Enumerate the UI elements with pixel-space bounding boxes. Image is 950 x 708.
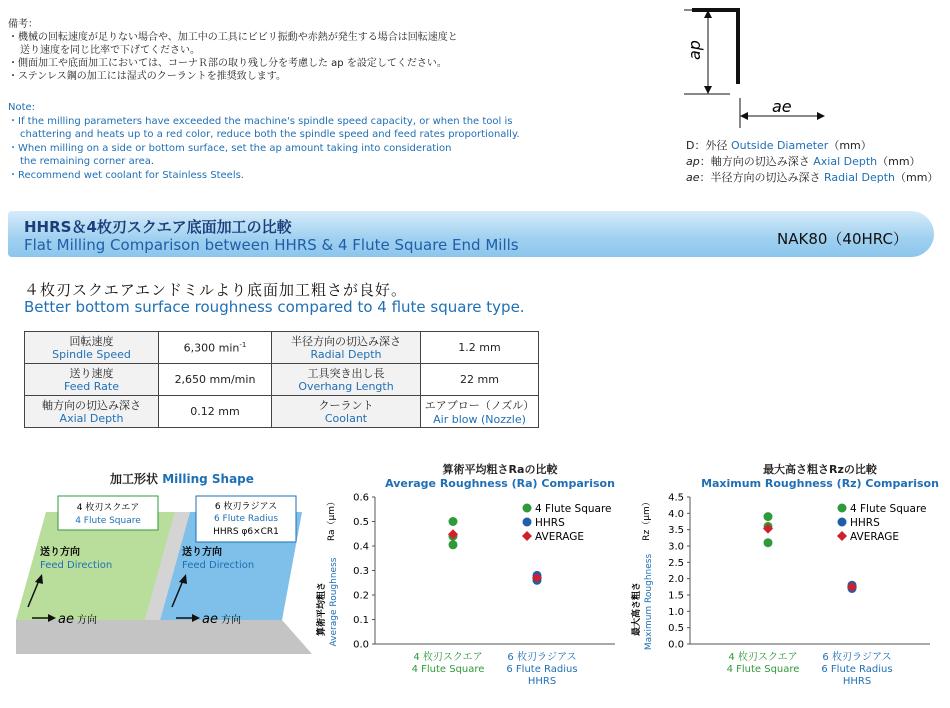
data-point bbox=[449, 540, 458, 549]
notes-jp-heading: 備考： bbox=[8, 19, 38, 30]
notes-en-line: chattering and heats up to a red color, reduce both the spindle speed and feed rates proportionally. bbox=[20, 129, 520, 140]
x-category-extra: HHRS bbox=[842, 676, 872, 687]
notes-en-line: the remaining corner area. bbox=[20, 156, 155, 167]
notes-en-line: ・If the milling parameters have exceeded the machine's spindle speed capacity, or when the tool is bbox=[8, 115, 513, 127]
condition-label: 工具突き出し長 Overhang Length bbox=[272, 364, 421, 396]
y-tick-label: 0.6 bbox=[353, 492, 369, 504]
square-label-jp: 4 枚刃スクエア bbox=[76, 503, 140, 513]
milling-shape-diagram bbox=[10, 492, 322, 667]
definition-row: ap：軸方向の切込み深さ Axial Depth（mm） bbox=[686, 155, 921, 168]
condition-label: 回転速度 Spindle Speed bbox=[25, 332, 159, 364]
ae-arrow-head-left bbox=[740, 112, 748, 120]
legend-marker bbox=[523, 504, 532, 513]
rz-chart-title: 最大高さ粗さRzの比較 Maximum Roughness (Rz) Comparison bbox=[701, 463, 939, 490]
ap-arrow-head-down bbox=[704, 86, 712, 94]
table-row bbox=[25, 332, 539, 364]
depth-diagram bbox=[680, 4, 840, 134]
legend-marker bbox=[838, 504, 847, 513]
ra-chart bbox=[315, 490, 625, 690]
x-category-extra: HHRS bbox=[527, 676, 557, 687]
definition-row: ae：半径方向の切込み深さ Radial Depth（mm） bbox=[686, 171, 939, 184]
condition-value: 0.12 mm bbox=[159, 396, 272, 428]
y-axis-label-jp: 最大高さ粗さ bbox=[632, 581, 642, 637]
y-tick-label: 1.0 bbox=[668, 606, 684, 618]
condition-value: 2,650 mm/min bbox=[159, 364, 272, 396]
x-category-en: 6 Flute Radius bbox=[821, 664, 893, 675]
rz-chart bbox=[630, 490, 940, 690]
notes-jp-line: ・機械の回転速度が足りない場合や、加工中の工具にビビリ振動や赤熱が発生する場合は回転速度と bbox=[8, 32, 458, 43]
condition-label: クーラント Coolant bbox=[272, 396, 421, 428]
y-tick-label: 0.4 bbox=[353, 541, 369, 553]
radius-label-jp: 6 枚刃ラジアス bbox=[214, 502, 278, 512]
feed-direction-jp: 送り方向 bbox=[40, 547, 80, 558]
x-category-jp: 6 枚刃ラジアス bbox=[507, 652, 577, 663]
y-tick-label: 2.5 bbox=[668, 557, 684, 569]
feed-direction-jp: 送り方向 bbox=[182, 547, 222, 558]
y-tick-label: 0.0 bbox=[668, 639, 684, 651]
condition-value: 6,300 $\min^{-1}$ bbox=[159, 332, 272, 364]
table-row bbox=[25, 396, 539, 428]
condition-label: 送り速度 Feed Rate bbox=[25, 364, 159, 396]
condition-label: 軸方向の切込み深さ Axial Depth bbox=[25, 396, 159, 428]
symbol-definitions bbox=[686, 138, 938, 186]
y-tick-label: 3.5 bbox=[668, 525, 684, 537]
y-tick-label: 4.0 bbox=[668, 508, 684, 520]
x-category-en: 4 Flute Square bbox=[726, 664, 800, 675]
subtitle-jp: ４枚刃スクエアエンドミルより底面加工粗さが良好。 bbox=[24, 281, 407, 299]
legend-marker bbox=[837, 531, 847, 541]
legend-marker bbox=[838, 518, 847, 527]
x-category-jp: 4 枚刃スクエア bbox=[728, 652, 798, 663]
legend-label: HHRS bbox=[850, 517, 880, 529]
condition-value: 1.2 mm bbox=[421, 332, 539, 364]
notes-jp-line: 送り速度を同じ比率で下げてください。 bbox=[20, 45, 200, 56]
y-tick-label: 0.2 bbox=[353, 590, 369, 602]
ae-dir-symbol: ae bbox=[58, 612, 74, 627]
y-tick-label: 2.0 bbox=[668, 574, 684, 586]
ae-dir-label: 方向 bbox=[77, 615, 97, 626]
radius-label-spec: HHRS φ6×CR1 bbox=[213, 527, 279, 537]
x-category-jp: 4 枚刃スクエア bbox=[413, 652, 483, 663]
x-category-en: 6 Flute Radius bbox=[506, 664, 578, 675]
y-axis-unit: Rz（μm） bbox=[642, 497, 652, 541]
condition-value: 22 mm bbox=[421, 364, 539, 396]
ae-arrow-head-right bbox=[817, 112, 825, 120]
ae-dir-symbol: ae bbox=[202, 612, 218, 627]
y-axis-label-en: Maximum Roughness bbox=[644, 553, 654, 651]
y-tick-label: 4.5 bbox=[668, 492, 684, 504]
y-tick-label: 0.1 bbox=[353, 615, 369, 626]
feed-direction-en: Feed Direction bbox=[182, 560, 255, 571]
x-category-jp: 6 枚刃ラジアス bbox=[822, 652, 892, 663]
banner-title-jp: HHRS＆4枚刃スクエア底面加工の比較 bbox=[24, 218, 292, 236]
x-category-en: 4 Flute Square bbox=[411, 664, 485, 675]
legend-label: 4 Flute Square bbox=[850, 503, 927, 515]
subtitle-en: Better bottom surface roughness compared to 4 flute square type. bbox=[24, 298, 525, 316]
notes-jp bbox=[8, 18, 458, 83]
notes-en-line: ・When milling on a side or bottom surface, set the ap amount taking into consideration bbox=[8, 142, 452, 154]
y-tick-label: 0.5 bbox=[353, 517, 369, 528]
data-point bbox=[449, 517, 458, 526]
y-tick-label: 0.3 bbox=[353, 566, 369, 577]
y-axis-label-jp: 算術平均粗さ bbox=[317, 581, 327, 637]
notes-en-line: ・Recommend wet coolant for Stainless Steels. bbox=[8, 169, 244, 181]
notes-jp-line: ・ステンレス鋼の加工には湿式のクーラントを推奨致します。 bbox=[8, 71, 286, 82]
condition-value: エアブロー（ノズル） Air blow (Nozzle) bbox=[421, 396, 539, 428]
banner-title-en: Flat Milling Comparison between HHRS & 4 Flute Square End Mills bbox=[24, 236, 519, 254]
milling-shape-title: 加工形状 Milling Shape bbox=[110, 472, 254, 486]
legend-marker bbox=[522, 531, 532, 541]
ae-dir-label: 方向 bbox=[221, 615, 241, 626]
definition-row: D：外径 Outside Diameter（mm） bbox=[686, 139, 872, 152]
data-point bbox=[764, 512, 773, 521]
ae-label: ae bbox=[772, 97, 792, 116]
condition-label: 半径方向の切込み深さ Radial Depth bbox=[272, 332, 421, 364]
ra-chart-title: 算術平均粗さRaの比較 Average Roughness (Ra) Comparison bbox=[385, 463, 615, 490]
legend-marker bbox=[523, 518, 532, 527]
y-axis-label-en: Average Roughness bbox=[329, 557, 339, 647]
legend-label: HHRS bbox=[535, 517, 565, 529]
data-point bbox=[764, 538, 773, 547]
y-tick-label: 1.5 bbox=[668, 590, 684, 602]
y-tick-label: 3.0 bbox=[668, 541, 684, 553]
ap-label: ap bbox=[685, 40, 704, 60]
square-label-en: 4 Flute Square bbox=[75, 516, 141, 526]
legend-label: AVERAGE bbox=[850, 531, 899, 543]
notes-jp-line: ・側面加工や底面加工においては、コーナＲ部の取り残し分を考慮した ap を設定してください。 bbox=[8, 58, 447, 69]
notes-en bbox=[8, 101, 520, 182]
banner-material: NAK80（40HRC） bbox=[777, 230, 908, 248]
y-axis-unit: Ra（μm） bbox=[327, 496, 337, 542]
notes-en-heading: Note: bbox=[8, 102, 36, 113]
radius-label-en: 6 Flute Radius bbox=[213, 514, 279, 524]
table-row bbox=[25, 364, 539, 396]
y-tick-label: 0.5 bbox=[668, 623, 684, 635]
y-tick-label: 0.0 bbox=[353, 639, 369, 651]
legend-label: AVERAGE bbox=[535, 531, 584, 543]
conditions-table bbox=[24, 331, 539, 428]
legend-label: 4 Flute Square bbox=[535, 503, 612, 515]
feed-direction-en: Feed Direction bbox=[40, 560, 113, 571]
